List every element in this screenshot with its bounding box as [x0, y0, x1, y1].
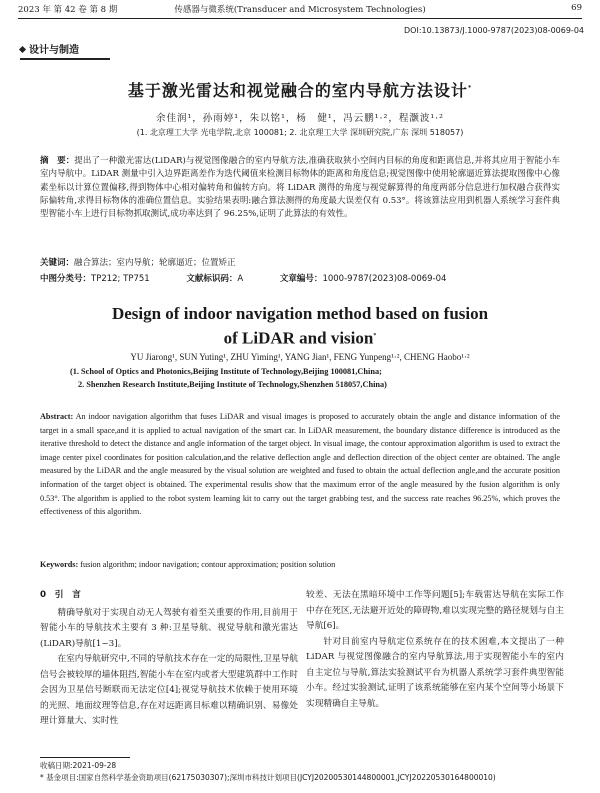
running-header	[18, 3, 582, 17]
journal-issue: 2023 年 第 42 卷 第 8 期	[18, 5, 118, 15]
zh-keywords	[40, 256, 560, 268]
en-abstract-label: Abstract:	[40, 412, 74, 421]
section-tag-label: 设计与制造	[29, 45, 79, 56]
section-tag-rule	[20, 58, 110, 60]
en-abstract	[40, 410, 560, 519]
page-number: 69	[571, 3, 582, 13]
fund-info: * 基金项目:国家自然科学基金资助项目(62175030307);深圳市科技计划项目(JCYJ20200530144800001,JCYJ20220530164800010)	[40, 773, 496, 782]
footnote-rule	[40, 757, 130, 758]
zh-abstract-text: 提出了一种激光雷达(LiDAR)与视觉图像融合的室内导航方法,准确获取狭小空间内目标的角度和距离信息,并将其应用于智能小车室内导航中。LiDAR 测量中引入边界距离差作为迭代阈值来检测目标物体的距离和角度信息;视觉图像中使用轮廓逼近算法提取图像中心像素坐标以计算位置偏移,得到物体中心相对偏转角和偏转方向。将 LiDAR 测得的角度与视觉解算得的角度两部分信息进行加权融合获得实际偏转角,求得目标物体的准确位置信息。实验结果表明:融合算法测得的角度最大误差仅有 0.53°。将该算法应用到机器人系统学习套件典型智能小车上进行目标物抓取测试,成功率达到了 96.25%,证明了此算法的有效性。	[40, 156, 560, 220]
received-date: 收稿日期:2021-09-28	[40, 761, 117, 770]
en-authors: YU Jiarong¹, SUN Yuting¹, ZHU Yiming¹, YANG Jian¹, FENG Yunpeng¹·², CHENG Haobo¹·²	[130, 352, 470, 362]
en-title-line2-wrap	[30, 325, 570, 350]
en-keywords-label: Keywords:	[40, 560, 79, 569]
en-title	[30, 302, 570, 350]
section-heading: 0 引 言	[40, 590, 81, 600]
zh-title	[20, 78, 580, 101]
clc: 中图分类号：TP212; TP751	[40, 274, 150, 284]
en-abstract-text: An indoor navigation algorithm that fuses LiDAR and visual images is proposed to accurately obtain the angle and distance information of the target in a small space,and it is applied to actual navigation of the smart car. In LiDAR measurement, the boundary distance difference is introduced as the iterative threshold to detect the distance and angle information of the target object. In visual image, the contour approximation algorithm is used to extract the image center pixel coordinates for position calculation,and the relative deflection angle and deflection direction of the object center are obtained. The angle measured by the LiDAR and the angle measured by the visual solution are weighted and fused to obtain the actual deflection angle,and the accurate position information of the target object is obtained. The experimental results show that the maximum error of the angle measured by the fusion algorithm is only 0.53°. The algorithm is applied to the robot system learning kit to carry out the target grabbing test, and the success rate reaches 96.25%, which proves the effectiveness of this algorithm.	[40, 412, 560, 517]
en-title-line1: Design of indoor navigation method based on fusion	[111, 304, 489, 323]
en-affiliation-1: (1. School of Optics and Photonics,Beijing Institute of Technology,Beijing 100081,China;	[70, 367, 382, 376]
zh-title-text: 基于激光雷达和视觉融合的室内导航方法设计	[127, 81, 468, 100]
en-keywords-text: fusion algorithm; indoor navigation; contour approximation; position solution	[80, 560, 336, 569]
zh-authors: 余佳润¹，孙雨婷¹，朱以铭¹，杨 健¹，冯云鹏¹·²，程灏波¹·²	[155, 113, 444, 124]
right-paragraph-2: 针对目前室内导航定位系统存在的技术困难,本文提出了一种 LiDAR 与视觉图像融合的室内导航算法,用于实现智能小车的室内自主定位与导航,算法实验测试平台为机器人系统学习套件典型智能小车。经过实验测试,证明了该系统能够在室内某个空间等小场景下实现精确自主导航。	[306, 636, 564, 709]
zh-affiliation: (1. 北京理工大学 光电学院,北京 100081; 2. 北京理工大学 深圳研究院,广东 深圳 518057)	[136, 128, 464, 137]
en-affiliation	[70, 366, 560, 391]
zh-keywords-text: 融合算法；室内导航；轮廓逼近；位置矫正	[74, 258, 236, 268]
body-left-column	[40, 588, 298, 730]
en-title-line2: of LiDAR and vision	[223, 328, 374, 348]
zh-title-mark: *	[467, 84, 473, 92]
footnote	[40, 760, 582, 784]
zh-keywords-label: 关键词：	[40, 258, 75, 268]
en-keywords	[40, 560, 560, 569]
zh-abstract-label: 摘 要：	[40, 156, 75, 166]
right-paragraph-1: 较差、无法在黑暗环境中工作等问题[5];车载雷达导航在实际工作中存在死区,无法避开近处的障碍物,难以实现完整的路径规划与自主导航[6]。	[306, 590, 564, 631]
doc-code: 文献标识码：A	[186, 274, 244, 284]
left-paragraph-2: 在室内导航研究中,不同的导航技术存在一定的局限性,卫星导航信号会被较厚的墙体阻挡,智能小车在室内或者大型建筑群中工作时会因为卫星信号断联而无法定位[4];视觉导航技术依赖于使用环境的光照、地面纹理等信息,存在对远距离目标难以精确识别、易像处理计算量大、实时性	[40, 654, 298, 726]
classification-line	[40, 272, 560, 284]
doi: DOI:10.13873/J.1000-9787(2023)08-0069-04	[404, 26, 584, 35]
en-affiliation-2: 2. Shenzhen Research Institute,Beijing Institute of Technology,Shenzhen 518057,China)	[78, 379, 387, 389]
section-tag	[20, 41, 79, 56]
body-right-column	[306, 588, 564, 712]
zh-abstract	[40, 155, 560, 221]
left-paragraph-1: 精确导航对于实现自动无人驾驶有着至关重要的作用,目前用于智能小车的导航技术主要有 3 种:卫星导航、视觉导航和激光雷达(LiDAR)导航[1~3]。	[40, 607, 298, 649]
journal-name: 传感器与微系统(Transducer and Microsystem Technologies)	[174, 5, 426, 15]
diamond-icon	[19, 46, 26, 53]
article-no: 文章编号：1000-9787(2023)08-0069-04	[279, 274, 447, 284]
header-rule	[18, 18, 582, 19]
en-title-mark: *	[373, 333, 377, 339]
